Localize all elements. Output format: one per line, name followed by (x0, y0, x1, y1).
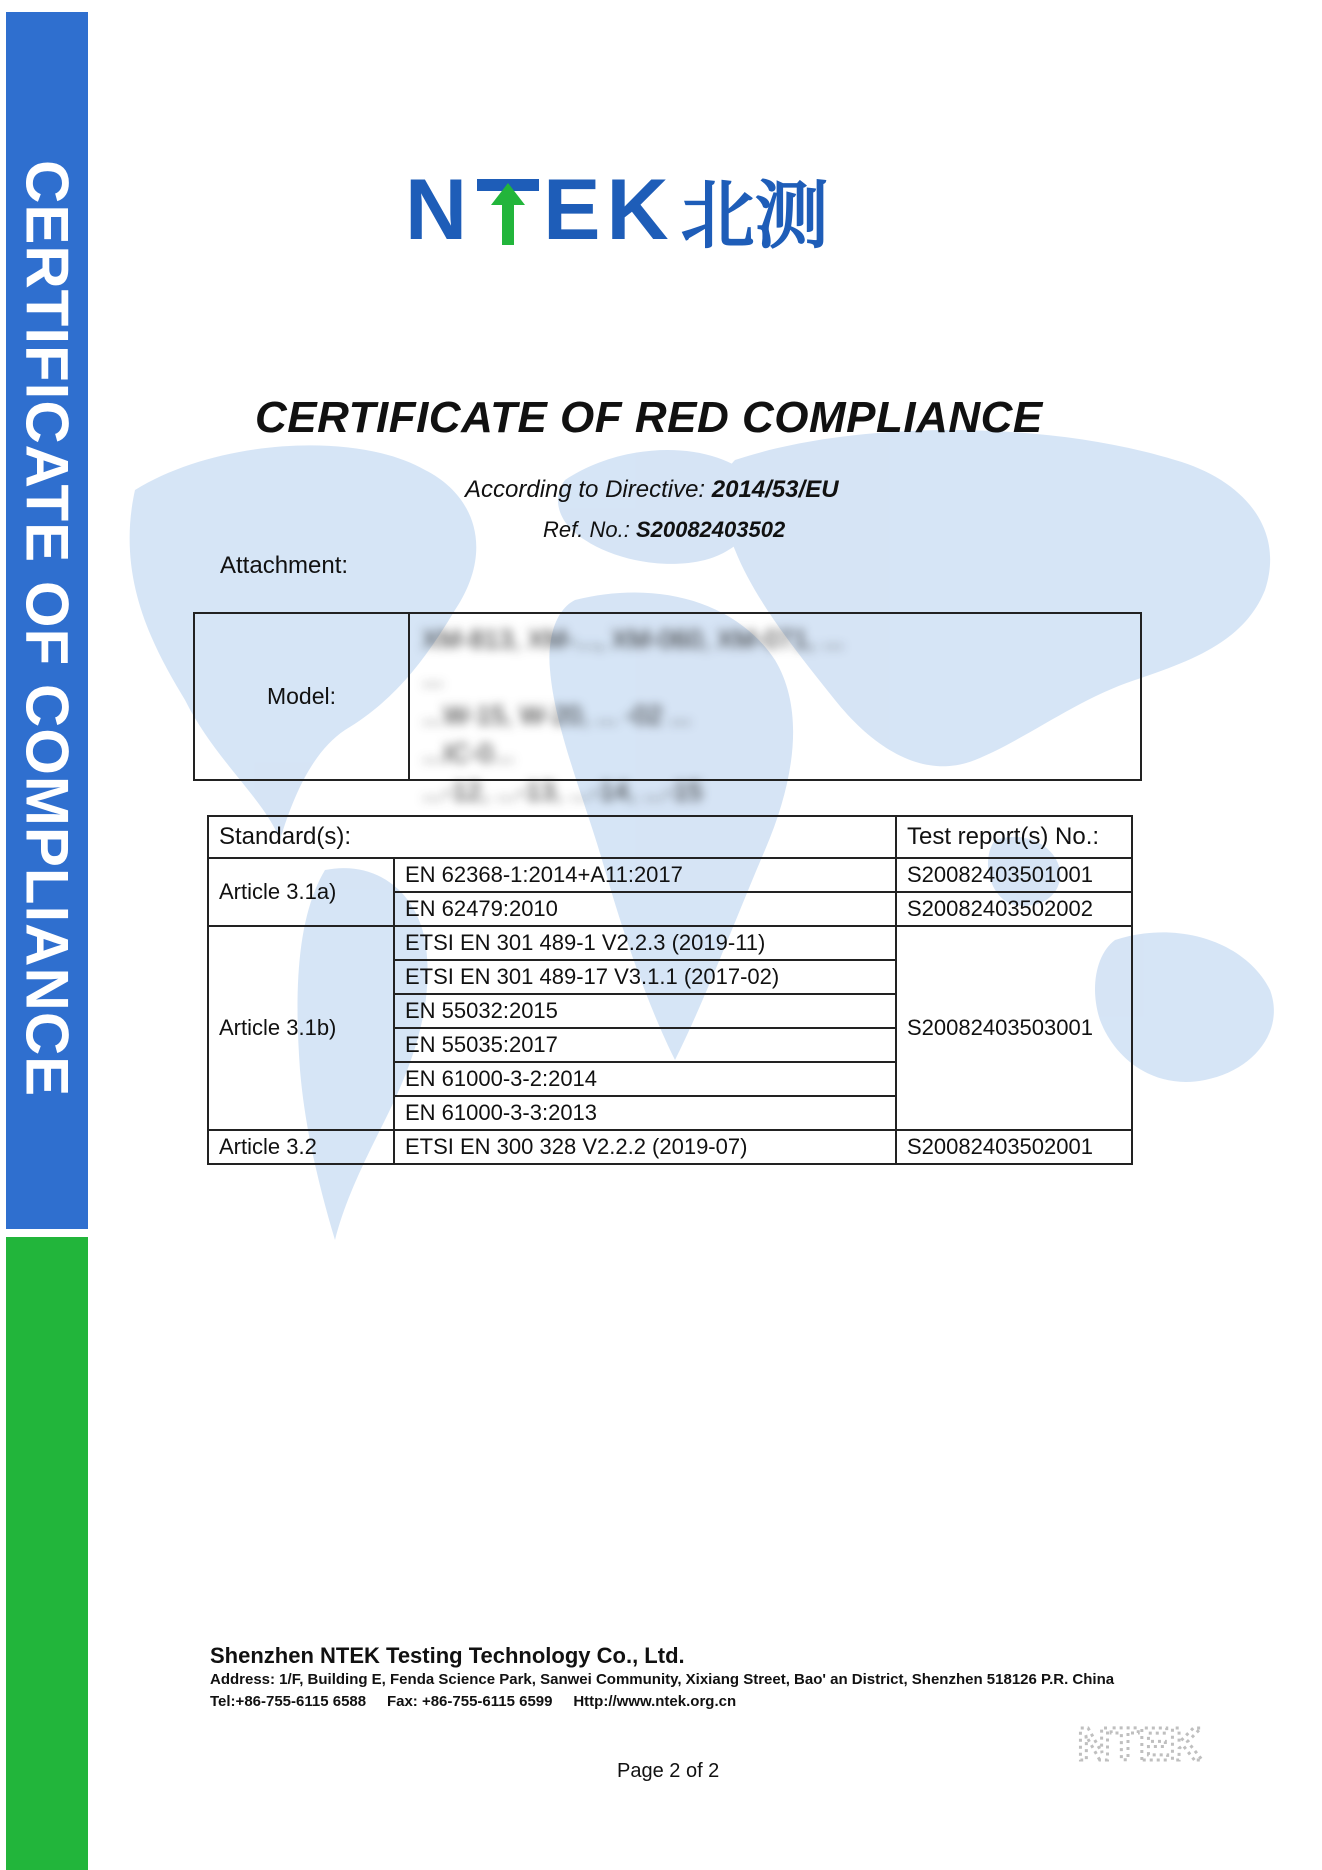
ref-value: S20082403502 (635, 517, 786, 542)
side-banner-green (6, 1237, 88, 1870)
model-value-blurred (422, 620, 1112, 806)
model-box (193, 612, 1142, 806)
standards-table (207, 815, 1133, 1165)
header-standards: Standard(s): (208, 816, 896, 858)
logo-cjk: 北测 (680, 173, 829, 259)
logo-n: N (405, 162, 474, 258)
standard-cell: ETSI EN 301 489-17 V3.1.1 (2017-02) (394, 960, 896, 994)
header-test-reports: Test report(s) No.: (896, 816, 1132, 858)
report-cell: S20082403502002 (896, 892, 1132, 926)
directive-prefix: According to Directive: (465, 476, 706, 503)
standard-cell: EN 55035:2017 (394, 1028, 896, 1062)
standard-cell: EN 62479:2010 (394, 892, 896, 926)
report-cell: S20082403502001 (896, 1130, 1132, 1164)
table-row (208, 1130, 1132, 1164)
fax: Fax: +86-755-6115 6599 (386, 1693, 553, 1710)
directive-line (465, 476, 839, 504)
model-line: ... (422, 662, 444, 692)
ntek-dotted-watermark-logo (1040, 1720, 1240, 1770)
standard-cell: EN 55032:2015 (394, 994, 896, 1028)
logo-ek: EK (543, 162, 675, 258)
standard-cell: ETSI EN 301 489-1 V2.2.3 (2019-11) (394, 926, 896, 960)
company-name: Shenzhen NTEK Testing Technology Co., Ltd. (210, 1643, 685, 1668)
ref-prefix: Ref. No.: (543, 517, 630, 542)
directive-value: 2014/53/EU (711, 476, 839, 503)
website-link[interactable]: Http://www.ntek.org.cn (573, 1693, 737, 1710)
model-line: ...W-15, W-20, ... -02 ... (422, 700, 692, 730)
model-line: XM-813, XM-..., XM-060, XM-071, ... (422, 624, 844, 654)
article-cell: Article 3.1b) (208, 926, 394, 1130)
tel: Tel:+86-755-6115 6588 (210, 1693, 367, 1710)
article-cell: Article 3.2 (208, 1130, 394, 1164)
certificate-title: CERTIFICATE OF RED COMPLIANCE (255, 393, 1043, 442)
page-number: Page 2 of 2 (617, 1760, 720, 1782)
report-cell: S20082403503001 (896, 926, 1132, 1130)
standard-cell: ETSI EN 300 328 V2.2.2 (2019-07) (394, 1130, 896, 1164)
report-cell: S20082403501001 (896, 858, 1132, 892)
company-address: Address: 1/F, Building E, Fenda Science Park, Sanwei Community, Xixiang Street, Bao' an District, Shenzhen 518126 P.R. China (210, 1671, 1115, 1688)
attachment-label: Attachment: (220, 552, 349, 579)
standard-cell: EN 62368-1:2014+A11:2017 (394, 858, 896, 892)
table-row (208, 858, 1132, 892)
table-header-row (208, 816, 1132, 858)
ref-number-line (543, 517, 785, 543)
model-line: ...IC-0... (422, 738, 515, 768)
table-row (208, 926, 1132, 960)
logo-arrow-t-icon (477, 175, 539, 245)
side-banner-text: CERTIFICATE OF COMPLIANCE (13, 160, 81, 1098)
model-label: Model: (195, 614, 410, 779)
ntek-logo (405, 162, 829, 259)
standard-cell: EN 61000-3-3:2013 (394, 1096, 896, 1130)
company-contact (210, 1693, 736, 1710)
model-line: ...-12, ...-13, ...-14, ...-15 (422, 776, 703, 806)
article-cell: Article 3.1a) (208, 858, 394, 926)
standard-cell: EN 61000-3-2:2014 (394, 1062, 896, 1096)
svg-text:NTEK: NTEK (1077, 1718, 1203, 1770)
